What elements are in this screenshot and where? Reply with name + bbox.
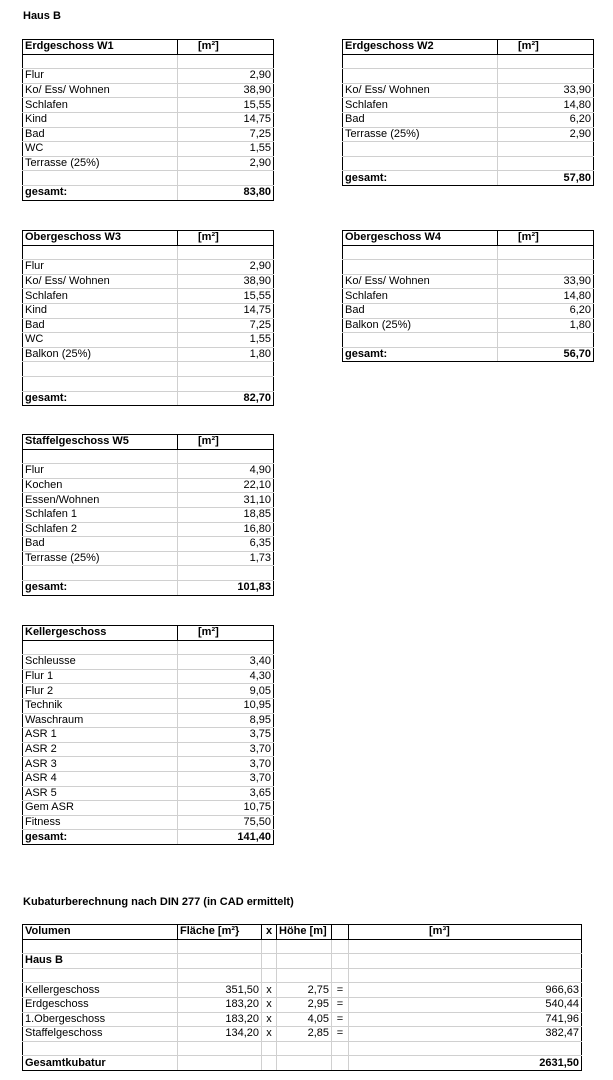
section-header-row bbox=[343, 40, 594, 55]
room-name: Waschraum bbox=[23, 713, 178, 728]
blank-cell bbox=[498, 54, 594, 69]
room-area: 14,75 bbox=[178, 112, 274, 127]
blank-cell bbox=[498, 260, 594, 275]
room-name: ASR 3 bbox=[23, 757, 178, 772]
room-area: 2,90 bbox=[178, 156, 274, 171]
section-header-row bbox=[343, 231, 594, 246]
blank-cell bbox=[178, 171, 274, 186]
floor-name: Staffelgeschoss bbox=[23, 1027, 178, 1042]
section-name: Obergeschoss W4 bbox=[343, 231, 498, 246]
blank-cell bbox=[498, 156, 594, 171]
total-label: gesamt: bbox=[23, 391, 178, 406]
room-name: ASR 4 bbox=[23, 771, 178, 786]
total-row bbox=[23, 580, 274, 595]
room-name: Flur bbox=[23, 260, 178, 275]
blank-cell bbox=[23, 449, 178, 464]
room-area: 1,80 bbox=[178, 347, 274, 362]
area-value: 351,50 bbox=[178, 983, 262, 998]
unit-label: [m²] bbox=[498, 231, 594, 246]
volume-value: 382,47 bbox=[349, 1027, 582, 1042]
room-area: 31,10 bbox=[178, 493, 274, 508]
room-area: 1,55 bbox=[178, 333, 274, 348]
room-row bbox=[23, 303, 274, 318]
section-header-row bbox=[23, 40, 274, 55]
room-row bbox=[23, 493, 274, 508]
blank-cell bbox=[23, 245, 178, 260]
room-area: 8,95 bbox=[178, 713, 274, 728]
total-value: 56,70 bbox=[498, 347, 594, 362]
room-name: WC bbox=[23, 142, 178, 157]
kubatur-row bbox=[23, 1027, 582, 1042]
room-row bbox=[23, 478, 274, 493]
blank-cell bbox=[343, 156, 498, 171]
unit-label: [m²] bbox=[178, 231, 274, 246]
blank-row bbox=[23, 54, 274, 69]
blank-cell bbox=[178, 54, 274, 69]
section-header-row bbox=[23, 231, 274, 246]
blank-row bbox=[343, 245, 594, 260]
blank-cell bbox=[178, 449, 274, 464]
room-row bbox=[23, 728, 274, 743]
room-area: 38,90 bbox=[178, 274, 274, 289]
total-row bbox=[23, 185, 274, 200]
room-row bbox=[23, 551, 274, 566]
blank-cell bbox=[498, 333, 594, 348]
table-kellergeschoss bbox=[22, 625, 274, 845]
blank-cell bbox=[178, 376, 274, 391]
blank-cell bbox=[23, 362, 178, 377]
room-name: Gem ASR bbox=[23, 801, 178, 816]
room-name: Schlafen 1 bbox=[23, 507, 178, 522]
room-area: 16,80 bbox=[178, 522, 274, 537]
total-label: gesamt: bbox=[23, 580, 178, 595]
volume-value: 540,44 bbox=[349, 997, 582, 1012]
total-value: 57,80 bbox=[498, 171, 594, 186]
room-row bbox=[23, 274, 274, 289]
unit-label: [m²] bbox=[498, 40, 594, 55]
area-value: 183,20 bbox=[178, 997, 262, 1012]
room-name: Schlafen bbox=[23, 98, 178, 113]
room-area: 3,70 bbox=[178, 757, 274, 772]
room-name: Flur 2 bbox=[23, 684, 178, 699]
room-name: Kind bbox=[23, 303, 178, 318]
room-area: 1,80 bbox=[498, 318, 594, 333]
room-name: Terrasse (25%) bbox=[23, 551, 178, 566]
kubatur-row bbox=[23, 983, 582, 998]
total-label: gesamt: bbox=[343, 171, 498, 186]
room-area: 1,73 bbox=[178, 551, 274, 566]
room-row bbox=[23, 801, 274, 816]
total-row bbox=[23, 830, 274, 845]
kubatur-row bbox=[23, 1012, 582, 1027]
room-name: Ko/ Ess/ Wohnen bbox=[23, 83, 178, 98]
room-row bbox=[23, 771, 274, 786]
blank-cell bbox=[498, 69, 594, 84]
floor-name: 1.Obergeschoss bbox=[23, 1012, 178, 1027]
room-row bbox=[23, 142, 274, 157]
room-area: 3,75 bbox=[178, 728, 274, 743]
room-name: Ko/ Ess/ Wohnen bbox=[23, 274, 178, 289]
blank-row bbox=[343, 260, 594, 275]
section-name: Obergeschoss W3 bbox=[23, 231, 178, 246]
room-name: Flur 1 bbox=[23, 669, 178, 684]
blank-row bbox=[343, 69, 594, 84]
area-value: 134,20 bbox=[178, 1027, 262, 1042]
room-name: Schlafen bbox=[343, 98, 498, 113]
room-name: Bad bbox=[23, 318, 178, 333]
room-name: Bad bbox=[343, 303, 498, 318]
col-hoehe: Höhe [m] bbox=[277, 925, 332, 940]
room-area: 75,50 bbox=[178, 815, 274, 830]
room-name: Kind bbox=[23, 112, 178, 127]
blank-row bbox=[343, 142, 594, 157]
height-value: 4,05 bbox=[277, 1012, 332, 1027]
room-row bbox=[23, 127, 274, 142]
table-obergeschoss-w3 bbox=[22, 230, 274, 406]
room-name: Bad bbox=[23, 127, 178, 142]
room-area: 2,90 bbox=[498, 127, 594, 142]
room-name: Ko/ Ess/ Wohnen bbox=[343, 83, 498, 98]
total-value: 101,83 bbox=[178, 580, 274, 595]
kubatur-total-value: 2631,50 bbox=[349, 1056, 582, 1071]
kubatur-haus-label: Haus B bbox=[23, 954, 178, 969]
blank-cell bbox=[343, 142, 498, 157]
blank-row bbox=[343, 156, 594, 171]
section-name: Erdgeschoss W2 bbox=[343, 40, 498, 55]
col-eq bbox=[332, 925, 349, 940]
room-row bbox=[23, 83, 274, 98]
room-row bbox=[23, 69, 274, 84]
room-name: Schleusse bbox=[23, 655, 178, 670]
room-row bbox=[23, 742, 274, 757]
section-name: Erdgeschoss W1 bbox=[23, 40, 178, 55]
room-row bbox=[23, 669, 274, 684]
height-value: 2,75 bbox=[277, 983, 332, 998]
blank-cell bbox=[343, 54, 498, 69]
room-area: 14,80 bbox=[498, 289, 594, 304]
blank-row bbox=[23, 245, 274, 260]
section-header-row bbox=[23, 626, 274, 641]
col-flaeche: Fläche [m²} bbox=[178, 925, 262, 940]
room-area: 3,40 bbox=[178, 655, 274, 670]
room-name: Bad bbox=[343, 112, 498, 127]
room-row bbox=[23, 98, 274, 113]
kubatur-haus-row bbox=[23, 954, 582, 969]
equals-sign: = bbox=[332, 997, 349, 1012]
floor-name: Erdgeschoss bbox=[23, 997, 178, 1012]
room-area: 1,55 bbox=[178, 142, 274, 157]
room-name: Terrasse (25%) bbox=[23, 156, 178, 171]
total-value: 141,40 bbox=[178, 830, 274, 845]
unit-label: [m²] bbox=[178, 40, 274, 55]
blank-row bbox=[23, 171, 274, 186]
blank-row bbox=[23, 449, 274, 464]
room-name: ASR 1 bbox=[23, 728, 178, 743]
room-row bbox=[343, 318, 594, 333]
room-row bbox=[343, 112, 594, 127]
room-area: 33,90 bbox=[498, 274, 594, 289]
total-row bbox=[23, 391, 274, 406]
room-row bbox=[23, 757, 274, 772]
blank-cell bbox=[23, 376, 178, 391]
room-name: ASR 5 bbox=[23, 786, 178, 801]
blank-row bbox=[23, 566, 274, 581]
kubatur-row bbox=[23, 997, 582, 1012]
room-name: Flur bbox=[23, 69, 178, 84]
room-row bbox=[23, 156, 274, 171]
room-area: 6,20 bbox=[498, 303, 594, 318]
room-row bbox=[343, 303, 594, 318]
room-area: 7,25 bbox=[178, 318, 274, 333]
blank-cell bbox=[343, 333, 498, 348]
room-row bbox=[343, 98, 594, 113]
total-value: 82,70 bbox=[178, 391, 274, 406]
table-obergeschoss-w4 bbox=[342, 230, 594, 362]
blank-cell bbox=[343, 245, 498, 260]
blank-row bbox=[23, 640, 274, 655]
kubatur-heading: Kubaturberechnung nach DIN 277 (in CAD ermittelt) bbox=[23, 896, 294, 908]
room-area: 4,30 bbox=[178, 669, 274, 684]
room-row bbox=[23, 318, 274, 333]
room-area: 33,90 bbox=[498, 83, 594, 98]
total-value: 83,80 bbox=[178, 185, 274, 200]
room-row bbox=[343, 289, 594, 304]
room-name: Schlafen 2 bbox=[23, 522, 178, 537]
table-kubatur bbox=[22, 924, 582, 1071]
page-title: Haus B bbox=[23, 10, 61, 22]
room-row bbox=[23, 289, 274, 304]
room-name: Ko/ Ess/ Wohnen bbox=[343, 274, 498, 289]
room-area: 2,90 bbox=[178, 260, 274, 275]
blank-cell bbox=[178, 245, 274, 260]
blank-row bbox=[23, 362, 274, 377]
table-staffelgeschoss-w5 bbox=[22, 434, 274, 596]
kubatur-spacer-row bbox=[23, 968, 582, 983]
kubatur-total-row bbox=[23, 1056, 582, 1071]
room-name: WC bbox=[23, 333, 178, 348]
blank-cell bbox=[23, 171, 178, 186]
room-name: Schlafen bbox=[343, 289, 498, 304]
room-row bbox=[343, 127, 594, 142]
room-area: 6,20 bbox=[498, 112, 594, 127]
volume-value: 741,96 bbox=[349, 1012, 582, 1027]
room-name: Terrasse (25%) bbox=[343, 127, 498, 142]
room-area: 15,55 bbox=[178, 289, 274, 304]
blank-cell bbox=[343, 69, 498, 84]
area-value: 183,20 bbox=[178, 1012, 262, 1027]
floor-name: Kellergeschoss bbox=[23, 983, 178, 998]
blank-cell bbox=[498, 142, 594, 157]
room-name: Fitness bbox=[23, 815, 178, 830]
unit-label: [m²] bbox=[178, 626, 274, 641]
kubatur-total-label: Gesamtkubatur bbox=[23, 1056, 178, 1071]
room-area: 9,05 bbox=[178, 684, 274, 699]
room-area: 15,55 bbox=[178, 98, 274, 113]
total-row bbox=[343, 347, 594, 362]
room-row bbox=[23, 698, 274, 713]
height-value: 2,85 bbox=[277, 1027, 332, 1042]
total-label: gesamt: bbox=[23, 830, 178, 845]
kubatur-spacer-row bbox=[23, 1041, 582, 1056]
room-area: 38,90 bbox=[178, 83, 274, 98]
section-header-row bbox=[23, 435, 274, 450]
room-row bbox=[23, 464, 274, 479]
room-row bbox=[343, 274, 594, 289]
room-row bbox=[23, 260, 274, 275]
room-area: 22,10 bbox=[178, 478, 274, 493]
room-area: 14,80 bbox=[498, 98, 594, 113]
room-row bbox=[23, 655, 274, 670]
blank-row bbox=[343, 54, 594, 69]
section-name: Kellergeschoss bbox=[23, 626, 178, 641]
col-volumen: Volumen bbox=[23, 925, 178, 940]
equals-sign: = bbox=[332, 1012, 349, 1027]
col-x: x bbox=[262, 925, 277, 940]
times-sign: x bbox=[262, 997, 277, 1012]
room-name: Essen/Wohnen bbox=[23, 493, 178, 508]
room-name: ASR 2 bbox=[23, 742, 178, 757]
room-area: 2,90 bbox=[178, 69, 274, 84]
room-area: 3,70 bbox=[178, 771, 274, 786]
blank-cell bbox=[23, 566, 178, 581]
blank-row bbox=[343, 333, 594, 348]
room-area: 6,35 bbox=[178, 537, 274, 552]
room-row bbox=[23, 786, 274, 801]
room-area: 7,25 bbox=[178, 127, 274, 142]
col-m3: [m³] bbox=[349, 925, 582, 940]
blank-cell bbox=[178, 362, 274, 377]
room-name: Kochen bbox=[23, 478, 178, 493]
room-name: Schlafen bbox=[23, 289, 178, 304]
blank-cell bbox=[498, 245, 594, 260]
blank-cell bbox=[23, 640, 178, 655]
times-sign: x bbox=[262, 983, 277, 998]
room-row bbox=[23, 347, 274, 362]
blank-cell bbox=[178, 640, 274, 655]
room-name: Bad bbox=[23, 537, 178, 552]
blank-cell bbox=[23, 54, 178, 69]
height-value: 2,95 bbox=[277, 997, 332, 1012]
room-name: Technik bbox=[23, 698, 178, 713]
table-erdgeschoss-w2 bbox=[342, 39, 594, 186]
room-area: 3,65 bbox=[178, 786, 274, 801]
times-sign: x bbox=[262, 1012, 277, 1027]
room-row bbox=[343, 83, 594, 98]
kubatur-header-row bbox=[23, 925, 582, 940]
room-area: 4,90 bbox=[178, 464, 274, 479]
equals-sign: = bbox=[332, 983, 349, 998]
room-row bbox=[23, 713, 274, 728]
section-name: Staffelgeschoss W5 bbox=[23, 435, 178, 450]
blank-cell bbox=[178, 566, 274, 581]
room-row bbox=[23, 507, 274, 522]
room-area: 14,75 bbox=[178, 303, 274, 318]
blank-cell bbox=[343, 260, 498, 275]
room-row bbox=[23, 537, 274, 552]
equals-sign: = bbox=[332, 1027, 349, 1042]
room-row bbox=[23, 112, 274, 127]
room-area: 10,75 bbox=[178, 801, 274, 816]
room-row bbox=[23, 815, 274, 830]
kubatur-spacer-row bbox=[23, 939, 582, 954]
volume-value: 966,63 bbox=[349, 983, 582, 998]
unit-label: [m²] bbox=[178, 435, 274, 450]
total-row bbox=[343, 171, 594, 186]
room-name: Balkon (25%) bbox=[23, 347, 178, 362]
room-area: 10,95 bbox=[178, 698, 274, 713]
room-row bbox=[23, 684, 274, 699]
times-sign: x bbox=[262, 1027, 277, 1042]
total-label: gesamt: bbox=[23, 185, 178, 200]
room-area: 18,85 bbox=[178, 507, 274, 522]
room-row bbox=[23, 333, 274, 348]
room-area: 3,70 bbox=[178, 742, 274, 757]
room-row bbox=[23, 522, 274, 537]
total-label: gesamt: bbox=[343, 347, 498, 362]
room-name: Flur bbox=[23, 464, 178, 479]
table-erdgeschoss-w1 bbox=[22, 39, 274, 201]
blank-row bbox=[23, 376, 274, 391]
room-name: Balkon (25%) bbox=[343, 318, 498, 333]
